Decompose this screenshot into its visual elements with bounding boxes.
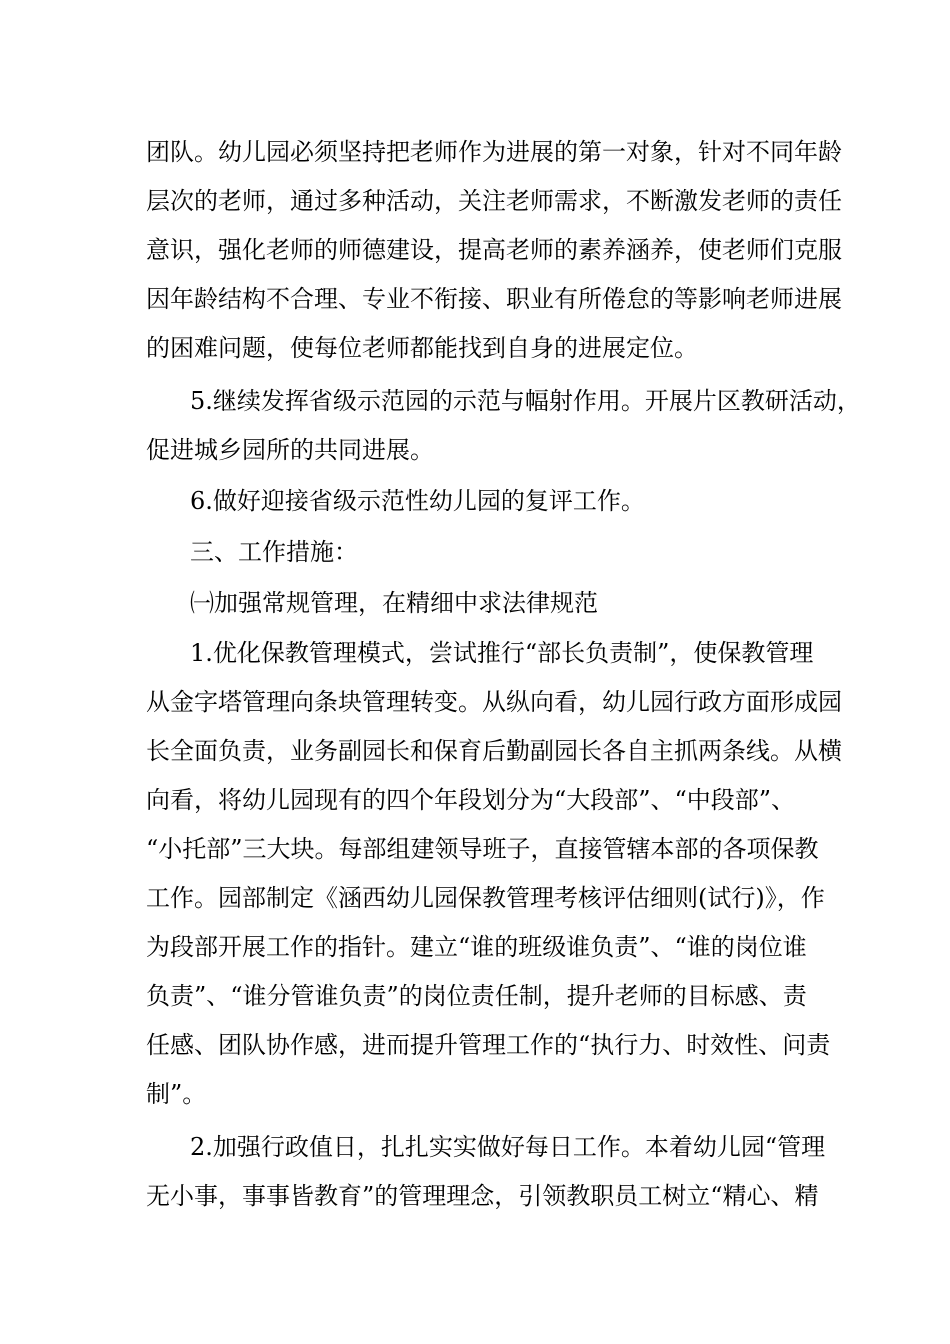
text-line: 团队。幼儿园必须坚持把老师作为进展的第一对象，针对不同年龄 (146, 138, 842, 166)
text-line: ㈠加强常规管理，在精细中求法律规范 (190, 589, 598, 617)
text-line: 的困难问题，使每位老师都能找到自身的进展定位。 (146, 334, 698, 362)
text-line: 5.继续发挥省级示范园的示范与幅射作用。开展片区教研活动， (190, 387, 861, 415)
text-line: 三、工作措施： (190, 538, 358, 566)
text-line: 从金字塔管理向条块管理转变。从纵向看，幼儿园行政方面形成园 (146, 688, 842, 716)
text-line: 向看，将幼儿园现有的四个年段划分为“大段部”、“中段部”、 (146, 786, 796, 814)
text-line: 6.做好迎接省级示范性幼儿园的复评工作。 (190, 487, 645, 515)
text-line: 制”。 (146, 1080, 207, 1108)
text-line: 1.优化保教管理模式，尝试推行“部长负责制”，使保教管理 (190, 639, 814, 667)
text-line: 任感、团队协作感，进而提升管理工作的“执行力、时效性、问责 (146, 1031, 831, 1059)
text-line: 工作。园部制定《涵西幼儿园保教管理考核评估细则(试行)》，作 (146, 884, 825, 912)
text-line: 无小事，事事皆教育”的管理理念，引领教职员工树立“精心、精 (146, 1182, 819, 1210)
text-line: 负责”、“谁分管谁负责”的岗位责任制，提升老师的目标感、责 (146, 982, 807, 1010)
text-line: 意识，强化老师的师德建设，提高老师的素养涵养，使老师们克服 (146, 236, 842, 264)
text-line: 2.加强行政值日，扎扎实实做好每日工作。本着幼儿园“管理 (190, 1133, 826, 1161)
text-line: 因年龄结构不合理、专业不衔接、职业有所倦怠的等影响老师进展 (146, 285, 842, 313)
text-line: 长全面负责，业务副园长和保育后勤副园长各自主抓两条线。从横 (146, 737, 842, 765)
text-line: 促进城乡园所的共同进展。 (146, 436, 434, 464)
text-line: “小托部”三大块。每部组建领导班子，直接管辖本部的各项保教 (146, 835, 819, 863)
text-line: 为段部开展工作的指针。建立“谁的班级谁负责”、“谁的岗位谁 (146, 933, 807, 961)
text-line: 层次的老师，通过多种活动，关注老师需求，不断激发老师的责任 (146, 187, 842, 215)
